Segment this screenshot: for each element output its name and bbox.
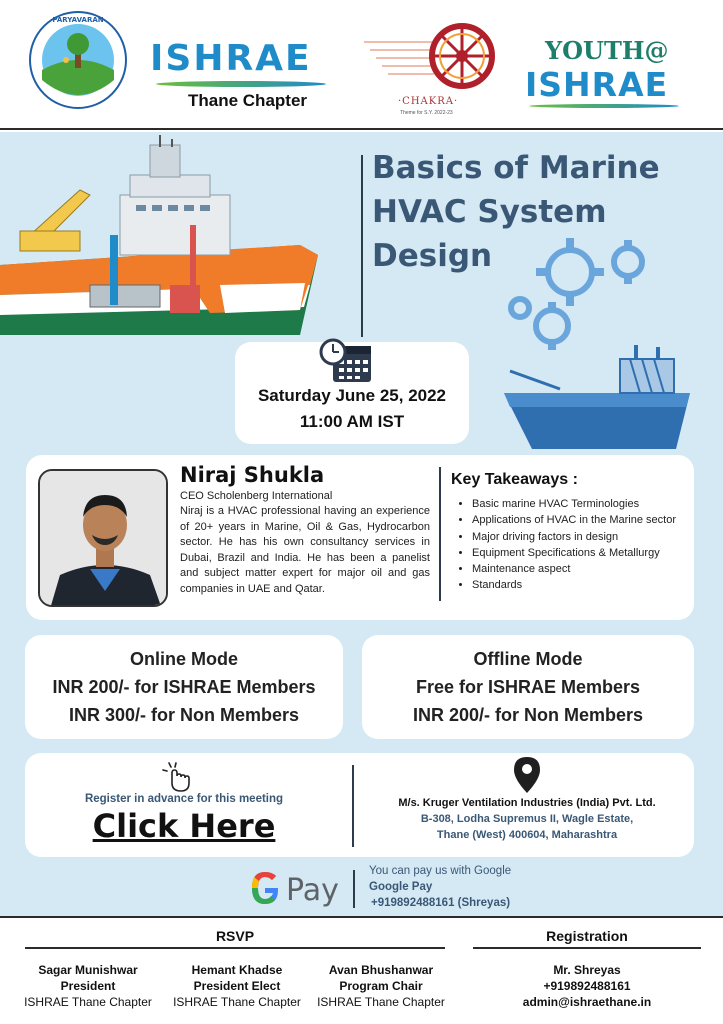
gpay-divider xyxy=(353,870,355,908)
contact-name: Avan Bhushanwar xyxy=(328,963,434,977)
contact-org: ISHRAE Thane Chapter xyxy=(173,995,301,1009)
speaker-card xyxy=(26,455,694,620)
event-title-line3: Design xyxy=(372,238,493,274)
online-nonmember-fee: INR 300/- for Non Members xyxy=(68,705,300,725)
youth-ishrae-text: ISHRAE xyxy=(525,65,669,104)
event-title-line2: HVAC System xyxy=(372,194,607,230)
calendar-clock-icon xyxy=(319,338,373,384)
online-member-fee: INR 200/- for ISHRAE Members xyxy=(52,677,316,697)
rsvp-contact xyxy=(311,962,451,1010)
registration-phone[interactable]: +919892488161 xyxy=(543,979,631,993)
chakra-label: ·CHAKRA· xyxy=(398,96,459,107)
registration-email[interactable]: admin@ishraethane.in xyxy=(522,995,652,1009)
venue-address-line2: Thane (West) 400604, Maharashtra xyxy=(436,829,618,841)
youth-ishrae-logo xyxy=(525,36,695,116)
rsvp-contact xyxy=(18,962,158,1010)
registration-name: Mr. Shreyas xyxy=(553,963,621,977)
prithvi-paryavaran-logo xyxy=(28,10,128,110)
chapter-name: Thane Chapter xyxy=(188,91,308,110)
cargo-ship-icon xyxy=(500,345,700,455)
youth-logo-text: YOUTH@ xyxy=(545,36,669,65)
offline-mode-card xyxy=(362,635,694,739)
list-item: • Standards xyxy=(472,577,690,593)
ishrae-logo xyxy=(150,38,340,118)
speaker-role: CEO Scholenberg International xyxy=(180,490,333,502)
list-item: • Applications of HVAC in the Marine sector xyxy=(472,512,690,528)
chakra-wheel-icon xyxy=(362,20,502,96)
registration-title: Registration xyxy=(546,928,628,944)
gpay-info: You can pay us with Google xyxy=(369,865,512,877)
gears-icon xyxy=(500,232,660,352)
rsvp-title: RSVP xyxy=(215,928,255,944)
list-item: • Basic marine HVAC Terminologies xyxy=(472,496,690,512)
youth-swoosh xyxy=(529,104,679,108)
click-here-link[interactable]: Click Here xyxy=(92,807,276,845)
contact-role: Program Chair xyxy=(339,979,423,993)
title-divider xyxy=(361,155,363,337)
footer xyxy=(0,916,723,1024)
contact-org: ISHRAE Thane Chapter xyxy=(317,995,445,1009)
contact-role: President Elect xyxy=(193,979,281,993)
offline-mode-title: Offline Mode xyxy=(473,649,583,669)
venue-name: M/s. Kruger Ventilation Industries (India) Pvt. Ltd. xyxy=(398,797,656,809)
chakra-theme: Theme for S.Y. 2022-23 xyxy=(400,110,453,116)
contact-role: President xyxy=(60,979,116,993)
speaker-name: Niraj Shukla xyxy=(180,463,325,487)
speaker-divider xyxy=(439,467,441,601)
venue-address-line1: B-308, Lodha Supremus II, Wagle Estate, xyxy=(420,813,634,825)
offline-member-fee: Free for ISHRAE Members xyxy=(415,677,641,697)
list-item: • Equipment Specifications & Metallurgy xyxy=(472,545,690,561)
rsvp-underline xyxy=(25,947,445,949)
offline-nonmember-fee: INR 200/- for Non Members xyxy=(412,705,644,725)
list-item: • Maintenance aspect xyxy=(472,561,690,577)
ishrae-swoosh xyxy=(156,81,326,87)
event-title-line1: Basics of Marine xyxy=(372,150,660,186)
gpay-number: +919892488161 (Shreyas) xyxy=(371,897,511,909)
google-pay-logo xyxy=(248,866,348,910)
registration-underline xyxy=(473,947,701,949)
register-prompt: Register in advance for this meeting xyxy=(84,793,284,805)
gpay-name: Google Pay xyxy=(369,881,433,893)
contact-org: ISHRAE Thane Chapter xyxy=(24,995,152,1009)
key-takeaways-title: Key Takeaways : xyxy=(451,471,578,488)
list-item: • Major driving factors in design xyxy=(472,529,690,545)
header xyxy=(0,0,723,130)
speaker-photo xyxy=(38,469,168,607)
speaker-portrait-icon xyxy=(40,471,168,607)
location-pin-icon xyxy=(514,757,540,793)
date-time-card xyxy=(235,342,469,444)
tap-hand-icon xyxy=(161,761,195,793)
offshore-ship-illustration xyxy=(0,135,330,345)
speaker-bio: Niraj is a HVAC professional having an experience of 20+ years in Marine, Oil & Gas, Hydrocarbon sector. He has his own consultancy services in Dubai, Brazil and India. He has been a panelist and subject matter expert for major oil and gas companies in UAE and Qatar. xyxy=(180,505,430,595)
contact-name: Hemant Khadse xyxy=(191,963,283,977)
event-time: 11:00 AM IST xyxy=(299,412,405,431)
register-venue-card xyxy=(25,753,694,857)
online-mode-title: Online Mode xyxy=(130,649,238,669)
rsvp-contact xyxy=(167,962,307,1010)
event-date: Saturday June 25, 2022 xyxy=(257,386,447,405)
gpay-logo-text: Pay xyxy=(286,873,339,908)
contact-name: Sagar Munishwar xyxy=(38,963,138,977)
ishrae-logo-text: ISHRAE xyxy=(150,38,312,79)
key-takeaways-list xyxy=(458,496,690,594)
register-divider xyxy=(352,765,354,847)
registration-contact xyxy=(473,962,701,1010)
online-mode-card xyxy=(25,635,343,739)
chakra-logo xyxy=(362,20,502,124)
svg-text:PARYAVARAN: PARYAVARAN xyxy=(52,16,104,24)
